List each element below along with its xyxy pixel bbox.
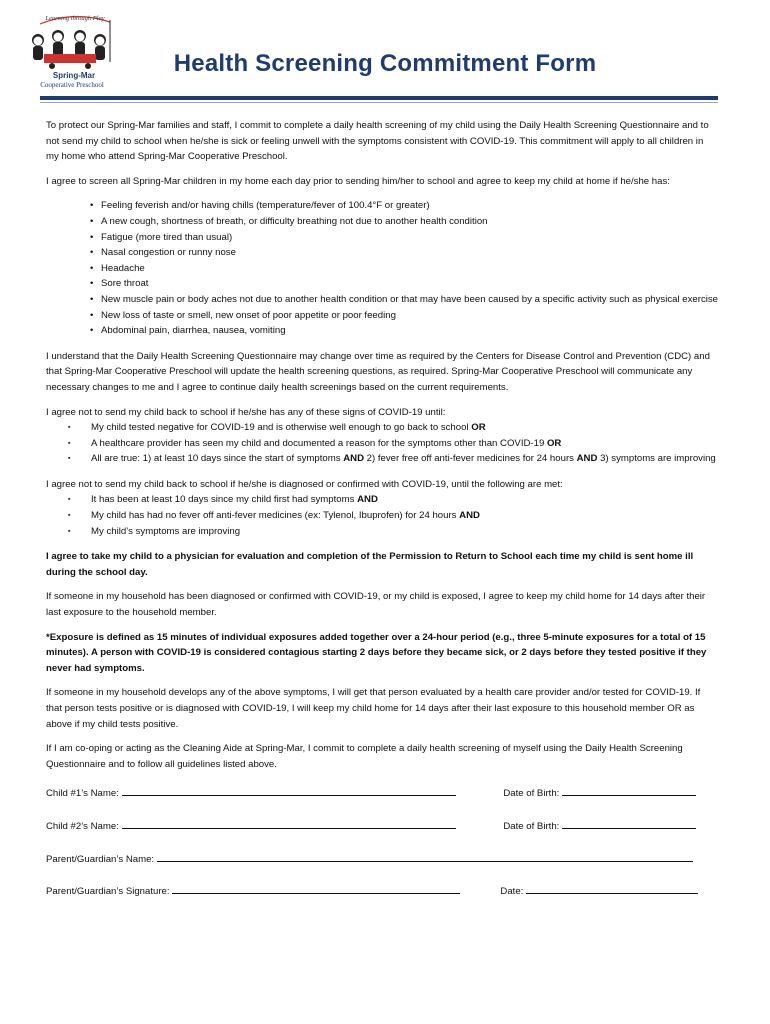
title-divider-thin [40, 102, 718, 103]
list-item: ▪ My child’s symptoms are improving [68, 525, 241, 537]
questionnaire-paragraph: I understand that the Daily Health Screening Questionnaire may change over time as required by the Centers for Disease Control and Prevention (CDC) and that Spring-Mar Cooperative Preschool will update the health screening questions, as required. Spring-Mar Cooperative Preschool will communicate any necessary changes to me and I agree to continue daily health screenings based on the current requirements. [46, 350, 710, 393]
parent-signature-label: Parent/Guardian’s Signature: [46, 886, 170, 898]
child2-dob-field[interactable] [562, 817, 696, 829]
parent-name-field[interactable] [157, 850, 693, 862]
list-item: • Sore throat [90, 278, 149, 290]
signs-paragraph: I agree not to send my child back to school if he/she has any of these signs of COVID-19 until: [46, 406, 446, 418]
list-item: • Headache [90, 262, 145, 274]
cooping-paragraph: If I am co-oping or acting as the Cleaning Aide at Spring-Mar, I commit to complete a daily health screening of myself using the Daily Health Screening Questionnaire and to follow all guidelines listed above. [46, 743, 683, 770]
logo-name-line2: Cooperative Preschool [40, 81, 104, 89]
symptom-list [46, 198, 718, 338]
list-item: ▪ It has been at least 10 days since my child first had symptoms AND [68, 494, 378, 506]
child2-name-label: Child #2’s Name: [46, 820, 119, 832]
exposure-paragraph: *Exposure is defined as 15 minutes of individual exposures added together over a 24-hour period (e.g., three 5-minute exposures for a total of 15 minutes). A person with COVID-19 is considered contagious starting 2 days before they became sick, or 2 days before they tested positive if they never had symptoms. [46, 631, 707, 674]
list-item: ▪ All are true: 1) at least 10 days since the start of symptoms AND 2) fever free off anti-fever medicines for 24 hours AND 3) symptoms are improving [68, 453, 716, 465]
household-paragraph: If someone in my household has been diagnosed or confirmed with COVID-19, or my child is exposed, I agree to keep my child home for 14 days after their last exposure to the household member. [46, 591, 706, 619]
child1-dob-label: Date of Birth: [503, 788, 560, 800]
list-item: ▪ My child tested negative for COVID-19 and is otherwise well enough to go back to school OR [68, 422, 486, 434]
child1-dob-field[interactable] [562, 784, 696, 796]
title-divider [40, 96, 718, 100]
logo-name-line1: Spring-Mar [52, 71, 96, 80]
screening-paragraph: I agree to screen all Spring-Mar children in my home each day prior to sending him/her to school and agree to keep my child at home if he/she has: [46, 175, 670, 187]
logo-banner: Learning through Play [45, 15, 105, 22]
form-body [46, 118, 718, 915]
child1-name-label: Child #1’s Name: [46, 788, 119, 800]
date-field[interactable] [526, 882, 698, 894]
list-item: ▪ My child has had no fever off anti-fever medicines (ex: Tylenol, Ibuprofen) for 24 hours AND [68, 510, 480, 522]
list-item: ▪ A healthcare provider has seen my child and documented a reason for the symptoms other than COVID-19 OR [68, 437, 562, 449]
list-item: • New muscle pain or body aches not due to another health condition or that may have been caused by a specific activity such as physical exercise [90, 293, 719, 305]
list-item: • New loss of taste or smell, new onset of poor appetite or poor feeding [90, 309, 396, 321]
physician-paragraph: I agree to take my child to a physician for evaluation and completion of the Permission to Return to School each time my child is sent home ill during the school day. [46, 551, 694, 578]
list-item: • Nasal congestion or runny nose [90, 247, 236, 259]
evaluation-paragraph: If someone in my household develops any of the above symptoms, I will get that person evaluated by a health care provider and/or tested for COVID-19. If that person tests positive or is diagnosed with COVID-19, I will keep my child home for 14 days after their last exposure to this household member OR as above if my child tests positive. [46, 687, 701, 730]
list-item: • Abdominal pain, diarrhea, nausea, vomiting [90, 325, 286, 337]
child1-row [46, 784, 718, 802]
intro-paragraph: To protect our Spring-Mar families and staff, I commit to complete a daily health screening of my child using the Daily Health Screening Questionnaire and to not send my child to school when he/she is sick or feeling unwell with the symptoms consistent with COVID-19. This commitment will apply to all children in my home who attend Spring-Mar Cooperative Preschool. [46, 120, 709, 163]
child2-name-field[interactable] [122, 817, 456, 829]
parent-signature-row [46, 882, 718, 900]
child2-dob-label: Date of Birth: [503, 820, 560, 832]
parent-name-label: Parent/Guardian’s Name: [46, 853, 155, 865]
diagnosed-paragraph: I agree not to send my child back to school if he/she is diagnosed or confirmed with COVID-19, until the following are met: [46, 478, 563, 490]
diagnosed-list [46, 492, 718, 539]
list-item: • Feeling feverish and/or having chills (temperature/fever of 100.4°F or greater) [90, 200, 430, 212]
signs-list [46, 420, 718, 467]
list-item: • A new cough, shortness of breath, or difficulty breathing not due to another health condition [90, 215, 488, 227]
parent-signature-field[interactable] [172, 882, 460, 894]
list-item: • Fatigue (more tired than usual) [90, 231, 233, 243]
parent-name-row [46, 850, 718, 868]
date-label: Date: [500, 886, 524, 898]
child1-name-field[interactable] [122, 784, 456, 796]
page-title: Health Screening Commitment Form [173, 50, 597, 77]
child2-row [46, 817, 718, 835]
